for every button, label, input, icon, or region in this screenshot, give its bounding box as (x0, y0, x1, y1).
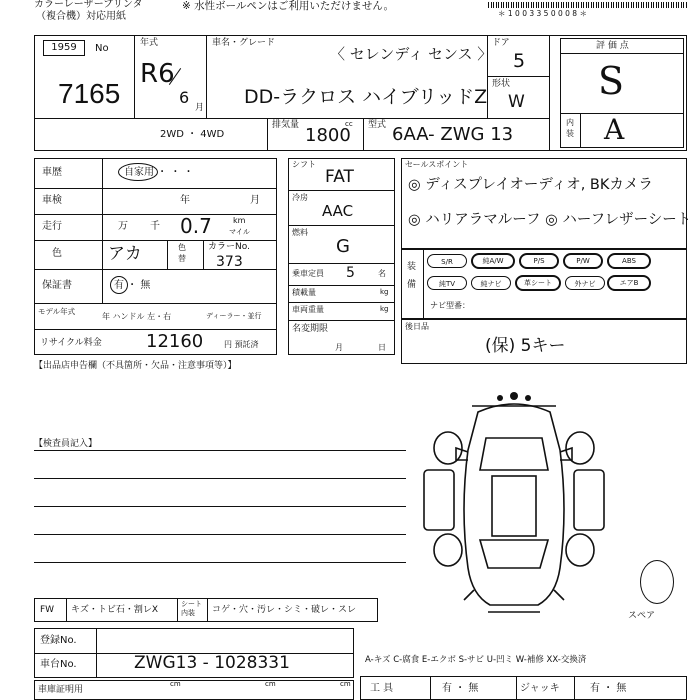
warranty-options: 有 ・ 無 (114, 280, 151, 291)
chassis-label: 車台No. (40, 659, 77, 670)
color-code-label: カラーNo. (208, 242, 250, 252)
model-label: 車名・グレード (212, 38, 276, 48)
equip-chip-tv: 純TV (427, 276, 467, 290)
doors-value: 5 (513, 50, 526, 72)
model-year-handle: 年 ハンドル 左・右 (102, 312, 172, 321)
sales-points-line2: ◎ ハリアラマルーフ ◎ ハーフレザーシート (408, 212, 692, 228)
expiry-month: 月 (335, 343, 343, 352)
shift-value: FAT (325, 167, 354, 187)
dealer-report-label: 【出品店申告欄（不具箇所・欠品・注意事項等）】 (34, 361, 237, 371)
drive-label: 2WD ・ 4WD (160, 129, 225, 140)
spare-tire-icon (640, 560, 674, 604)
evaluation-score: S (598, 59, 625, 103)
tools-label: 工 具 (370, 683, 394, 694)
model-year-label: モデル年式 (38, 307, 76, 316)
doors-label: ドア (492, 38, 510, 48)
displacement-unit: cc (345, 120, 353, 128)
interior-score: A (604, 113, 625, 146)
fw-items: キズ・トビ石・割レX (71, 605, 158, 615)
inspection-label: 車検 (42, 195, 62, 206)
sales-points-label: セールスポイント (405, 160, 469, 169)
fw-seat-items: コゲ・穴・汚レ・シミ・破レ・スレ (212, 605, 357, 615)
equip-chip-ext-navi: 外ナビ (565, 276, 605, 290)
ac-value: AAC (322, 202, 354, 220)
equip-chip-ps: P/S (519, 253, 559, 269)
mileage-sen: 千 (150, 221, 160, 232)
type-value: 6AA- ZWG 13 (392, 124, 514, 145)
expiry-day: 日 (378, 343, 386, 352)
color-value: アカ (108, 244, 142, 264)
barcode (488, 2, 688, 8)
load-unit: kg (380, 288, 389, 296)
recycle-label: リサイクル料金 (40, 338, 102, 348)
fw-seat-label: シート内装 (181, 600, 202, 617)
history-label: 車歴 (42, 167, 62, 178)
sales-points-box (401, 158, 687, 249)
remarks-label: 後日品 (405, 322, 429, 331)
car-diagram (408, 390, 620, 620)
lot-number: 7165 (58, 78, 121, 109)
mileage-mile: マイル (229, 228, 250, 236)
spare-label: スペア (628, 611, 656, 621)
equip-chip-aw: 純A/W (471, 253, 515, 269)
history-options: 自家用 ・ ・ ・ (124, 167, 194, 178)
equip-chip-airbag: エアB (607, 275, 651, 291)
shape-label: 形状 (492, 79, 511, 89)
equip-chip-navi: 純ナビ (471, 276, 511, 290)
fw-label: FW (40, 605, 55, 615)
year-month: 6 (179, 88, 190, 107)
lot-no-label: No (95, 43, 109, 54)
year-month-suffix: 月 (195, 103, 205, 113)
certificate-label: 車庫証明用 (38, 685, 84, 695)
model-grade: DD-ラクロス ハイブリッドZ (244, 86, 488, 108)
year-era: R6 (140, 59, 175, 89)
model-year-dealer: ディーラー・並行 (206, 312, 262, 320)
interior-label: 内装 (566, 118, 574, 138)
color-code: 373 (216, 254, 243, 270)
shift-label: シフト (292, 160, 316, 169)
evaluation-label: 評 価 点 (596, 41, 629, 51)
tools-options: 有 ・ 無 (442, 683, 479, 694)
mileage-label: 走行 (42, 221, 62, 232)
equip-chip-abs: ABS (607, 253, 651, 269)
certificate-w: cm (265, 680, 276, 688)
fuel-value: G (336, 236, 350, 257)
jack-label: ジャッキ (520, 683, 560, 694)
capacity-label: 乗車定員 (292, 269, 324, 278)
recycle-value: 12160 (146, 331, 204, 352)
mileage-man: 万 (118, 221, 128, 232)
shape-value: W (508, 92, 525, 112)
model-name: 〈 セレンディ センス 〉 (330, 45, 493, 63)
capacity-value: 5 (346, 265, 355, 281)
equip-chip-leather: 革シート (515, 275, 561, 291)
doc-number: ＊ 1 0 0 3 3 5 0 0 0 8 ＊ (498, 9, 587, 18)
certificate-h: cm (170, 680, 181, 688)
mileage-km: km (233, 216, 246, 225)
certificate-l: cm (340, 680, 351, 688)
type-label: 型式 (368, 120, 387, 130)
color-change-label: 色替 (178, 243, 186, 263)
inspection-year: 年 (180, 195, 190, 206)
legend: A-キズ C-腐食 E-エクボ S-サビ U-凹ミ W-補修 XX-交換済 (365, 655, 587, 665)
equipment-label: 装備 (407, 262, 417, 290)
jack-options: 有 ・ 無 (590, 683, 627, 694)
load-label: 積載量 (292, 288, 316, 297)
inspection-month: 月 (250, 195, 260, 206)
displacement-label: 排気量 (272, 120, 300, 130)
sales-points-line1: ◎ ディスプレイオーディオ, BKカメラ (408, 177, 653, 193)
inspector-label: 【検査員記入】 (34, 439, 98, 449)
printer-note-2: （複合機）対応用紙 (36, 11, 126, 22)
printer-note: カラーレーザープリンタ (34, 0, 143, 10)
pen-note: ※ 水性ボールペンはご利用いただけません。 (182, 0, 395, 12)
year-label: 年式 (140, 38, 159, 48)
chassis-value: ZWG13 - 1028331 (134, 653, 290, 673)
equip-chip-pw: P/W (563, 253, 603, 269)
remarks-value: (保) 5キー (485, 336, 566, 356)
weight-label: 車両重量 (292, 305, 324, 314)
mileage-value: 0.7 (180, 214, 212, 238)
capacity-unit: 名 (378, 269, 386, 278)
fuel-label: 燃料 (292, 228, 308, 237)
warranty-label: 保証書 (42, 280, 72, 291)
lot-no-box: 1959 (43, 40, 85, 56)
recycle-unit: 円 預託済 (224, 340, 259, 349)
equipment-navi-label: ナビ型番： (430, 301, 470, 310)
expiry-label: 名変期限 (292, 324, 329, 334)
ac-label: 冷房 (292, 193, 308, 202)
displacement-value: 1800 (305, 125, 351, 146)
weight-unit: kg (380, 305, 389, 313)
registration-label: 登録No. (40, 635, 77, 646)
color-label: 色 (52, 248, 62, 259)
equip-chip-sr: S/R (427, 254, 467, 268)
